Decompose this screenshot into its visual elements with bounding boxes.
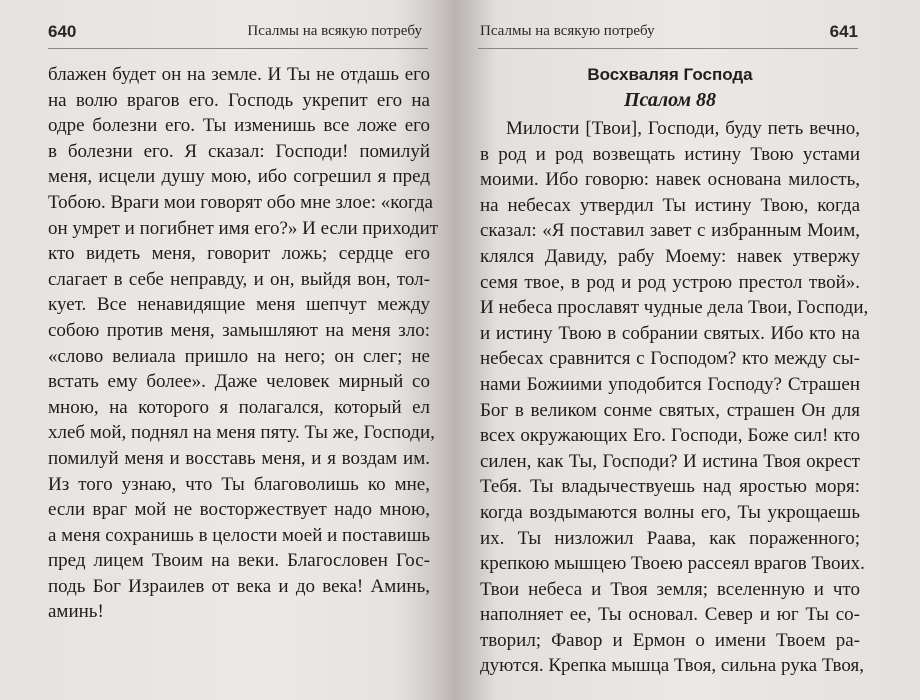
text-line: творил; Фавор и Ермон о имени Твоем ра- <box>480 629 860 651</box>
text-line: в род и род возвещать истину Твою устами <box>480 143 860 165</box>
text-line: Милости [Твои], Господи, буду петь вечно, <box>506 118 860 139</box>
text-line: одре болезни его. Ты изменишь все ложе его <box>48 115 430 137</box>
text-line: собою против меня, замышляют на меня зло: <box>48 319 430 341</box>
text-line: в болезни его. Я сказал: Господи! помилуй <box>48 140 430 162</box>
text-line: встать ему более». Даже человек мирный со <box>48 371 430 393</box>
text-line: слагает в себе неправду, и он, выйдя вон, тол- <box>48 268 430 290</box>
right-page <box>460 0 920 700</box>
text-line: всех окружающих Его. Господи, Боже сил! кто <box>480 425 860 447</box>
text-line: мною, на которого я полагался, который ел <box>48 396 430 418</box>
text-line: наполняет ее, Ты основал. Север и юг Ты со- <box>480 604 860 626</box>
header-rule-right <box>478 48 858 49</box>
text-line: хлеб мой, поднял на меня пяту. Ты же, Господи, <box>48 422 435 444</box>
text-line: клялся Давиду, рабу Моему: навек утвержу <box>480 245 860 267</box>
text-line: Твои небеса и Твоя земля; вселенную и что <box>480 578 860 600</box>
text-line: на небесах утвердил Ты истину Твою, когда <box>480 194 860 216</box>
left-page-text <box>48 62 439 625</box>
running-head-right: Псалмы на всякую потребу <box>480 23 655 39</box>
text-line: пред лицем Твоим на веки. Благословен Гос- <box>48 550 430 572</box>
page-number-right: 641 <box>829 22 858 41</box>
text-line: он умрет и погибнет имя его?» И если приходит <box>48 217 439 239</box>
page-number-left: 640 <box>48 22 77 41</box>
text-line: блажен будет он на земле. И Ты не отдашь его <box>48 64 430 85</box>
text-line: моими. Ибо говорю: навек основана милость, <box>480 169 860 191</box>
text-line: помилуй меня и восставь меня, и я воздам им. <box>48 447 430 469</box>
text-line: аминь! <box>48 601 104 623</box>
text-line: дуются. Крепка мышца Твоя, сильна рука Твоя, <box>480 655 864 677</box>
psalm-title: Псалом 88 <box>623 89 717 111</box>
text-line: «слово велиала пришло на него; он слег; не <box>48 345 430 367</box>
text-line: кует. Все ненавидящие меня шепчут между <box>48 294 430 316</box>
text-line: и истину Твою в собрании святых. Ибо кто на <box>480 322 860 344</box>
header-rule-left <box>48 48 428 49</box>
text-line: нами Божиими уподобится Господу? Страшен <box>480 373 860 395</box>
text-line: семя твое, в род и род устрою престол твой». <box>480 271 860 293</box>
text-line: подь Бог Израилев от века и до века! Аминь, <box>48 575 430 597</box>
text-line: силен, как Ты, Господи? И истина Твоя окрест <box>480 450 860 472</box>
text-line: Бог в великом сонме святых, страшен Он для <box>480 399 860 421</box>
text-line: крепкою мышцею Твоею рассеял врагов Твоих. <box>480 553 865 575</box>
text-line: если враг мой не восторжествует надо мною, <box>48 499 430 521</box>
text-line: И небеса прославят чудные дела Твои, Господи, <box>480 297 869 319</box>
text-line: их. Ты низложил Раава, как пораженного; <box>480 527 860 549</box>
text-line: Из того узнаю, что Ты благоволишь ко мне, <box>48 473 430 495</box>
running-head-left: Псалмы на всякую потребу <box>247 23 422 39</box>
text-line: Тебя. Ты владычествуешь над яростью моря: <box>480 476 860 498</box>
text-line: когда воздымаются волны его, Ты укрощаешь <box>480 501 860 523</box>
text-line: сказал: «Я поставил завет с избранным Моим, <box>480 220 860 242</box>
text-line: небесах сравнится с Господом? кто между сы- <box>480 348 860 370</box>
text-line: на волю врагов его. Господь укрепит его на <box>48 89 430 111</box>
right-page-text <box>480 62 869 679</box>
text-line: а меня сохранишь в целости моей и поставишь <box>48 524 431 546</box>
text-line: кто видеть меня, говорит ложь; сердце его <box>48 243 430 265</box>
text-line: Тобою. Враги мои говорят обо мне злое: «когда <box>48 191 433 213</box>
text-line: меня, исцели душу мою, ибо согрешил я пред <box>48 166 430 188</box>
section-heading: Восхваляя Господа <box>587 65 753 84</box>
